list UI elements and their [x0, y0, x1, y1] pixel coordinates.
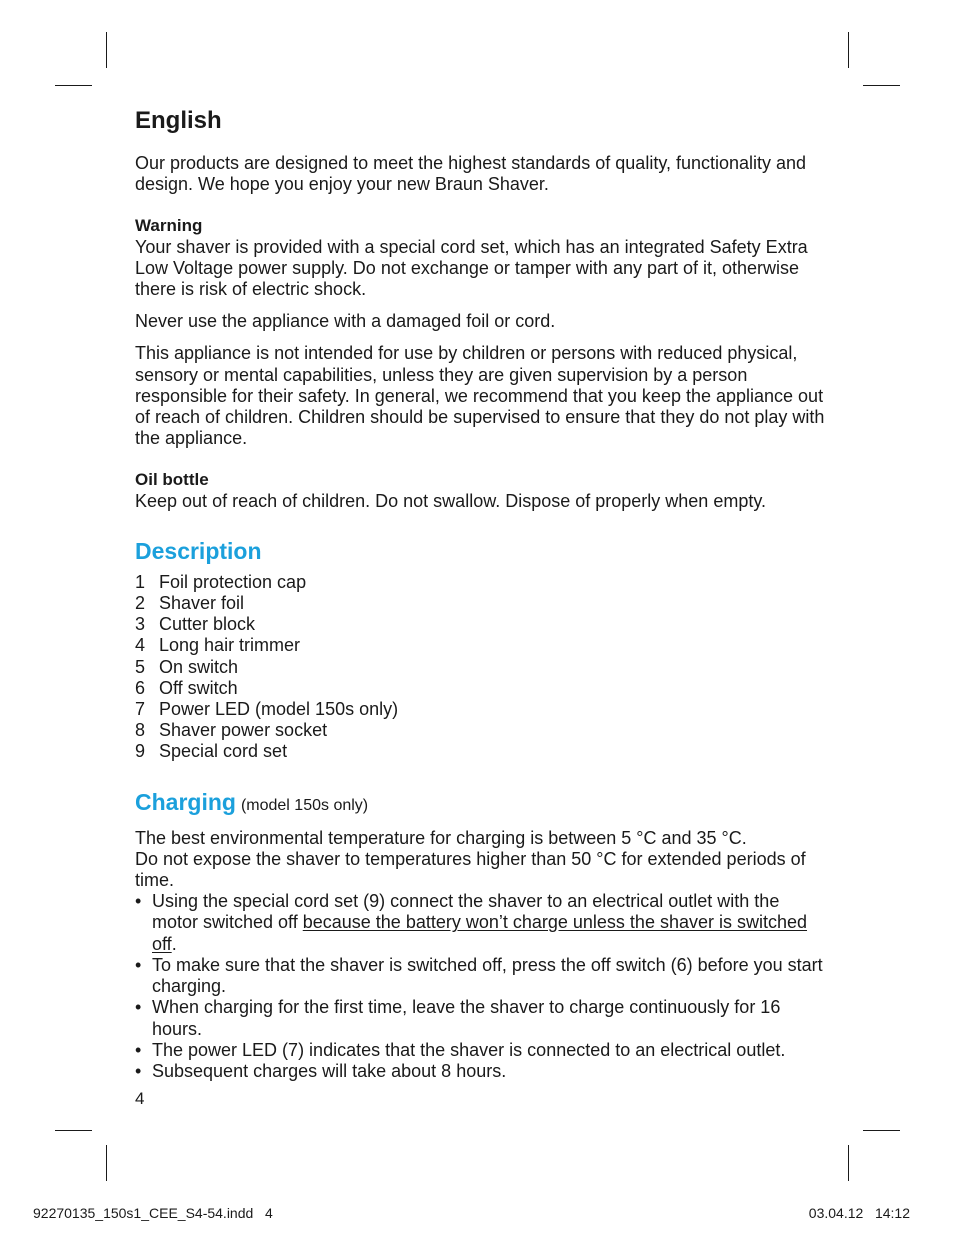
crop-mark-top-left-horizontal	[55, 85, 92, 86]
list-item	[135, 678, 825, 699]
item-number: 2	[135, 593, 146, 614]
list-item	[135, 955, 825, 997]
bullet-icon: •	[135, 1060, 142, 1081]
page-title: English	[135, 107, 222, 134]
page-content	[135, 104, 825, 1082]
list-item	[135, 1061, 825, 1082]
crop-mark-bottom-right-vertical	[848, 1145, 849, 1181]
item-label: Power LED (model 150s only)	[159, 699, 399, 720]
item-number: 8	[135, 720, 146, 741]
bullet-icon: •	[135, 891, 142, 912]
charging-model-note: (model 150s only)	[240, 796, 369, 814]
list-item	[135, 720, 825, 741]
intro-paragraph: Our products are designed to meet the highest standards of quality, functionality and design. We hope you enjoy your new Braun Shaver.	[135, 153, 807, 195]
item-number: 3	[135, 614, 146, 635]
warning-heading: Warning	[135, 216, 203, 236]
charging-temp-line-2: Do not expose the shaver to temperatures higher than 50 °C for extended periods of time.	[135, 848, 806, 891]
warning-paragraph-1: Your shaver is provided with a special cord set, which has an integrated Safety Extra Low Voltage power supply. Do not exchange or tamper with any part of it, otherwise there is risk of electric shock.	[135, 236, 808, 300]
bullet-text-start: Using the special cord set (9) connect the shaver to an electrical outlet with the motor switched off	[152, 891, 780, 933]
bullet-icon: •	[135, 954, 142, 975]
oil-bottle-text: Keep out of reach of children. Do not swallow. Dispose of properly when empty.	[135, 490, 767, 511]
item-label: Shaver power socket	[159, 720, 328, 741]
bullet-icon: •	[135, 997, 142, 1018]
list-item	[135, 593, 825, 614]
item-number: 5	[135, 656, 146, 677]
item-label: Cutter block	[159, 614, 256, 635]
page-number: 4	[135, 1089, 145, 1108]
bullet-text: To make sure that the shaver is switched off, press the off switch (6) before you start charging.	[152, 954, 823, 997]
charging-heading: Charging	[135, 788, 236, 815]
bullet-text: When charging for the first time, leave the shaver to charge continuously for 16 hours.	[152, 997, 781, 1039]
item-label: Long hair trimmer	[159, 635, 301, 656]
item-label: Special cord set	[159, 741, 288, 762]
item-label: Foil protection cap	[159, 571, 307, 592]
bullet-text: The power LED (7) indicates that the shaver is connected to an electrical outlet.	[152, 1039, 786, 1060]
bullet-text: Subsequent charges will take about 8 hours.	[152, 1060, 507, 1081]
charging-header	[135, 787, 825, 817]
warning-paragraph-2: Never use the appliance with a damaged foil or cord.	[135, 311, 556, 332]
crop-mark-top-left-vertical	[106, 32, 107, 68]
oil-bottle-heading: Oil bottle	[135, 470, 209, 490]
warning-paragraph-3: This appliance is not intended for use by children or persons with reduced physical, sensory or mental capabilities, unless they are given supervision by a person responsible for their safety. In general, we recommend that you keep the appliance out of reach of children. Children should be supervised to ensure that they do not play with the appliance.	[135, 343, 825, 449]
list-item	[135, 572, 825, 593]
bullet-text-end: .	[171, 933, 177, 954]
list-item	[135, 891, 825, 955]
item-number: 1	[135, 571, 146, 592]
list-item	[135, 657, 825, 678]
bullet-icon: •	[135, 1039, 142, 1060]
list-item	[135, 997, 825, 1039]
charging-bullet-list	[135, 891, 825, 1082]
list-item	[135, 699, 825, 720]
crop-mark-bottom-left-horizontal	[55, 1130, 92, 1131]
crop-mark-bottom-left-vertical	[106, 1145, 107, 1181]
crop-mark-top-right-vertical	[848, 32, 849, 68]
charging-temp-line-1: The best environmental temperature for charging is between 5 °C and 35 °C.	[135, 827, 747, 848]
item-label: Off switch	[159, 677, 238, 698]
list-item	[135, 1040, 825, 1061]
list-item	[135, 741, 825, 762]
list-item	[135, 635, 825, 656]
item-number: 9	[135, 741, 146, 762]
crop-mark-bottom-right-horizontal	[863, 1130, 900, 1131]
list-item	[135, 614, 825, 635]
item-number: 4	[135, 635, 146, 656]
item-number: 7	[135, 699, 146, 720]
item-label: Shaver foil	[159, 593, 245, 614]
crop-mark-top-right-horizontal	[863, 85, 900, 86]
item-number: 6	[135, 677, 146, 698]
description-list	[135, 572, 825, 763]
underlined-warning-text: because the battery won’t charge unless the shaver is switched off	[152, 912, 808, 954]
description-heading: Description	[135, 537, 262, 564]
slug-date-info: 03.04.12 14:12	[808, 1205, 910, 1221]
item-label: On switch	[159, 656, 239, 677]
slug-file-info: 92270135_150s1_CEE_S4-54.indd 4	[33, 1205, 273, 1221]
